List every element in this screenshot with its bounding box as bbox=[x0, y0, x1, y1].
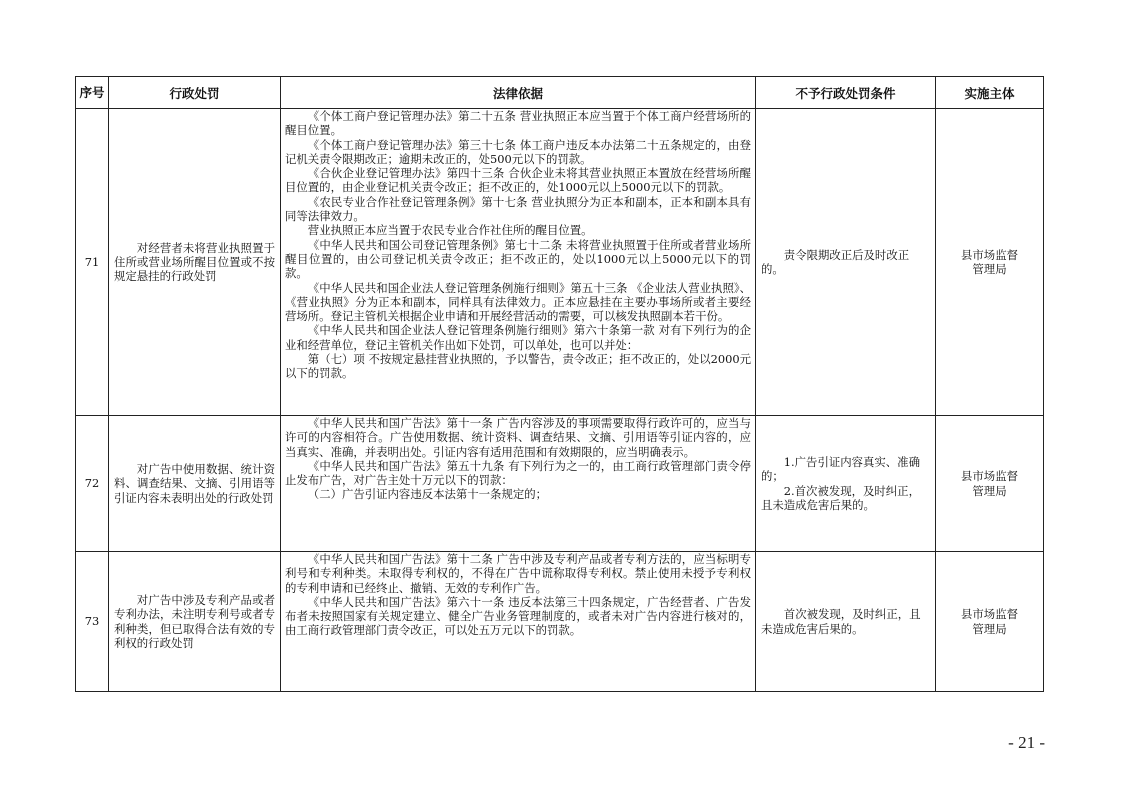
row-penalty-cell bbox=[109, 109, 281, 416]
basis-paragraph: 《个体工商户登记管理办法》第三十七条 体工商户违反本办法第二十五条规定的，由登记机关责令限期改正；逾期未改正的，处500元以下的罚款。 bbox=[285, 137, 751, 166]
row-implementing-body bbox=[936, 416, 1044, 552]
header-seq-label: 序号 bbox=[79, 85, 105, 100]
basis-paragraph: 《中华人民共和国广告法》第六十一条 违反本法第三十四条规定，广告经营者、广告发布者未按照国家有关规定建立、健全广告业务管理制度的，或者未对广告内容进行核对的，由工商行政管理部门责令改正，可以处五万元以下的罚款。 bbox=[285, 594, 751, 638]
condition-item: 1.广告引证内容真实、准确的； bbox=[761, 454, 920, 484]
condition-item: 2.首次被发现，及时纠正，且未造成危害后果的。 bbox=[761, 483, 920, 512]
basis-paragraph: 《农民专业合作社登记管理条例》第十七条 营业执照分为正本和副本，正本和副本具有同等法律效力。 bbox=[285, 194, 751, 224]
table-body bbox=[76, 109, 1044, 692]
basis-paragraph: 第（七）项 不按规定悬挂营业执照的，予以警告，责令改正；拒不改正的，处以2000元以下的罚款。 bbox=[285, 352, 751, 381]
condition-item: 首次被发现，及时纠正，且未造成危害后果的。 bbox=[761, 607, 921, 636]
basis-paragraph: （二）广告引证内容违反本法第十一条规定的； bbox=[307, 487, 548, 502]
basis-paragraph: 《中华人民共和国广告法》第十一条 广告内容涉及的事项需要取得行政许可的，应当与许可的内容相符合。广告使用数据、统计资料、调查结果、文摘、引用语等引证内容的，应当真实、准确，并表明出处。引证内容有适用范围和有效期限的，应当明确表示。 bbox=[285, 416, 751, 459]
implementing-body-line: 县市场监督 bbox=[961, 247, 1018, 262]
implementing-body-line: 管理局 bbox=[972, 262, 1007, 276]
row-penalty-cell bbox=[109, 552, 281, 692]
table-row bbox=[76, 416, 1044, 552]
row-penalty: 对广告中涉及专利产品或者专利办法，未注明专利号或者专利种类，但已取得合法有效的专利权的行政处罚 bbox=[114, 592, 275, 650]
row-basis bbox=[281, 416, 756, 552]
basis-paragraph: 《中华人民共和国广告法》第五十九条 有下列行为之一的，由工商行政管理部门责令停止发布广告，对广告主处十万元以下的罚款： bbox=[285, 458, 751, 488]
row-condition bbox=[756, 109, 936, 416]
basis-paragraph: 《个体工商户登记管理办法》第二十五条 营业执照正本应当置于个体工商户经营场所的醒目位置。 bbox=[285, 109, 751, 138]
row-penalty-cell bbox=[109, 416, 281, 552]
row-implementing-body bbox=[936, 109, 1044, 416]
row-basis bbox=[281, 552, 756, 692]
table-row bbox=[76, 552, 1044, 692]
row-penalty: 对广告中使用数据、统计资料、调查结果、文摘、引用语等引证内容未表明出处的行政处罚 bbox=[114, 462, 275, 505]
header-body: 实施主体 bbox=[936, 77, 1044, 109]
row-seq: 73 bbox=[76, 552, 109, 692]
implementing-body-line: 管理局 bbox=[972, 621, 1007, 636]
header-condition: 不予行政处罚条件 bbox=[756, 77, 936, 109]
implementing-body-line: 管理局 bbox=[972, 483, 1007, 498]
row-penalty: 对经营者未将营业执照置于住所或营业场所醒目位置或不按规定悬挂的行政处罚 bbox=[114, 240, 275, 284]
implementing-body-line: 县市场监督 bbox=[961, 607, 1018, 622]
condition-item: 责令限期改正后及时改正的。 bbox=[761, 247, 910, 276]
row-seq: 71 bbox=[76, 109, 109, 416]
basis-paragraph: 《中华人民共和国企业法人登记管理条例施行细则》第六十条第一款 对有下列行为的企业和经营单位，登记主管机关作出如下处罚，可以单处，也可以并处： bbox=[285, 323, 751, 352]
basis-paragraph: 《合伙企业登记管理办法》第四十三条 合伙企业未将其营业执照正本置放在经营场所醒目位置的，由企业登记机关责令改正；拒不改正的，处1000元以上5000元以下的罚款。 bbox=[285, 166, 751, 195]
row-implementing-body bbox=[936, 552, 1044, 692]
header-penalty: 行政处罚 bbox=[109, 77, 281, 109]
row-seq: 72 bbox=[76, 416, 109, 552]
header-seq bbox=[76, 77, 109, 109]
table-header-row bbox=[76, 77, 1044, 109]
penalty-table bbox=[75, 76, 1044, 692]
basis-paragraph: 《中华人民共和国企业法人登记管理条例施行细则》第五十三条 《企业法人营业执照》、《营业执照》分为正本和副本，同样具有法律效力。正本应悬挂在主要办事场所或者主要经营场所。登记主管机关根据企业申请和开展经营活动的需要，可以核发执照副本若干份。 bbox=[285, 280, 751, 324]
basis-paragraph: 《中华人民共和国广告法》第十二条 广告中涉及专利产品或者专利方法的，应当标明专利号和专利种类。未取得专利权的，不得在广告中谎称取得专利权。禁止使用未授予专利权的专利申请和已经终止、撤销、无效的专利作广告。 bbox=[285, 552, 751, 595]
row-basis bbox=[281, 109, 756, 416]
implementing-body-line: 县市场监督 bbox=[961, 469, 1018, 484]
basis-paragraph: 《中华人民共和国公司登记管理条例》第七十二条 未将营业执照置于住所或者营业场所醒目位置的，由公司登记机关责令改正；拒不改正的，处以1000元以上5000元以下的罚款。 bbox=[285, 237, 751, 281]
row-condition bbox=[756, 416, 936, 552]
table-row bbox=[76, 109, 1044, 416]
header-basis: 法律依据 bbox=[281, 77, 756, 109]
basis-paragraph: 营业执照正本应当置于农民专业合作社住所的醒目位置。 bbox=[307, 223, 593, 238]
row-condition bbox=[756, 552, 936, 692]
page-number: - 21 - bbox=[1008, 733, 1045, 752]
